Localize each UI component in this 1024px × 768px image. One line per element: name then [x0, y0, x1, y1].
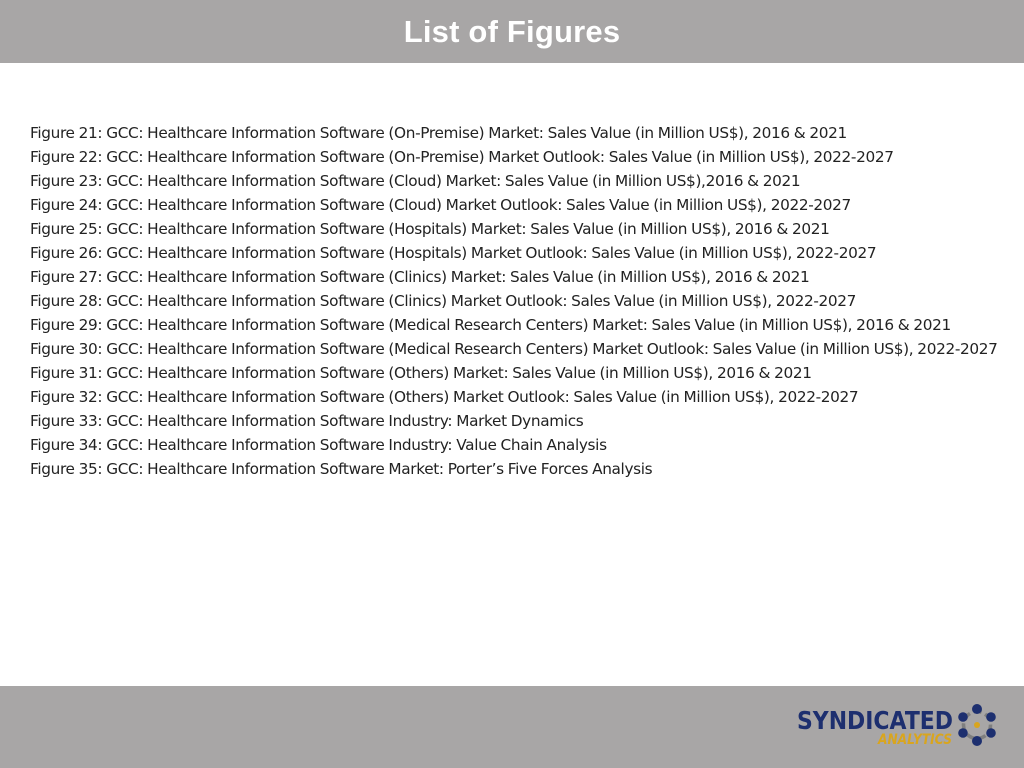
syndicated-analytics-logo-icon: [958, 704, 996, 746]
figure-list-item: Figure 31: GCC: Healthcare Information Software (Others) Market: Sales Value (in Million US$), 2016 & 2021: [30, 364, 812, 382]
page-title: List of Figures: [403, 13, 621, 49]
figure-list-item: Figure 35: GCC: Healthcare Information Software Market: Porter’s Five Forces Analysis: [30, 460, 653, 478]
figure-list-item: Figure 27: GCC: Healthcare Information Software (Clinics) Market: Sales Value (in Million US$), 2016 & 2021: [30, 268, 810, 286]
figure-list-item: Figure 26: GCC: Healthcare Information Software (Hospitals) Market Outlook: Sales Value (in Million US$), 2022-2027: [30, 244, 877, 262]
figure-list-item: Figure 32: GCC: Healthcare Information Software (Others) Market Outlook: Sales Value (in Million US$), 2022-2027: [30, 388, 859, 406]
syndicated-analytics-logo: [794, 700, 1002, 750]
figure-list-item: Figure 24: GCC: Healthcare Information Software (Cloud) Market Outlook: Sales Value (in Million US$), 2022-2027: [30, 196, 851, 214]
figure-list-item: Figure 33: GCC: Healthcare Information Software Industry: Market Dynamics: [30, 412, 584, 430]
figure-list-item: Figure 28: GCC: Healthcare Information Software (Clinics) Market Outlook: Sales Value (in Million US$), 2022-2027: [30, 292, 857, 310]
syndicated-analytics-logo-svg: [794, 700, 1002, 750]
figure-list-item: Figure 30: GCC: Healthcare Information Software (Medical Research Centers) Market Outlook: Sales Value (in Million US$), 2022-2027: [30, 340, 998, 358]
figure-list-item: Figure 25: GCC: Healthcare Information Software (Hospitals) Market: Sales Value (in Million US$), 2016 & 2021: [30, 220, 830, 238]
title-bar: [0, 0, 1024, 63]
logo-text-top: SYNDICATED: [797, 706, 953, 735]
logo-text-bottom: ANALYTICS: [877, 732, 952, 748]
footer-bar: [0, 686, 1024, 768]
figure-list-item: Figure 34: GCC: Healthcare Information Software Industry: Value Chain Analysis: [30, 436, 607, 454]
figure-list-item: Figure 21: GCC: Healthcare Information Software (On-Premise) Market: Sales Value (in Million US$), 2016 & 2021: [30, 124, 847, 142]
figure-list: [30, 121, 1000, 481]
figure-list-item: Figure 23: GCC: Healthcare Information Software (Cloud) Market: Sales Value (in Million US$),2016 & 2021: [30, 172, 801, 190]
figure-list-item: Figure 29: GCC: Healthcare Information Software (Medical Research Centers) Market: Sales Value (in Million US$), 2016 & 2021: [30, 316, 951, 334]
figure-list-item: Figure 22: GCC: Healthcare Information Software (On-Premise) Market Outlook: Sales Value (in Million US$), 2022-2027: [30, 148, 894, 166]
